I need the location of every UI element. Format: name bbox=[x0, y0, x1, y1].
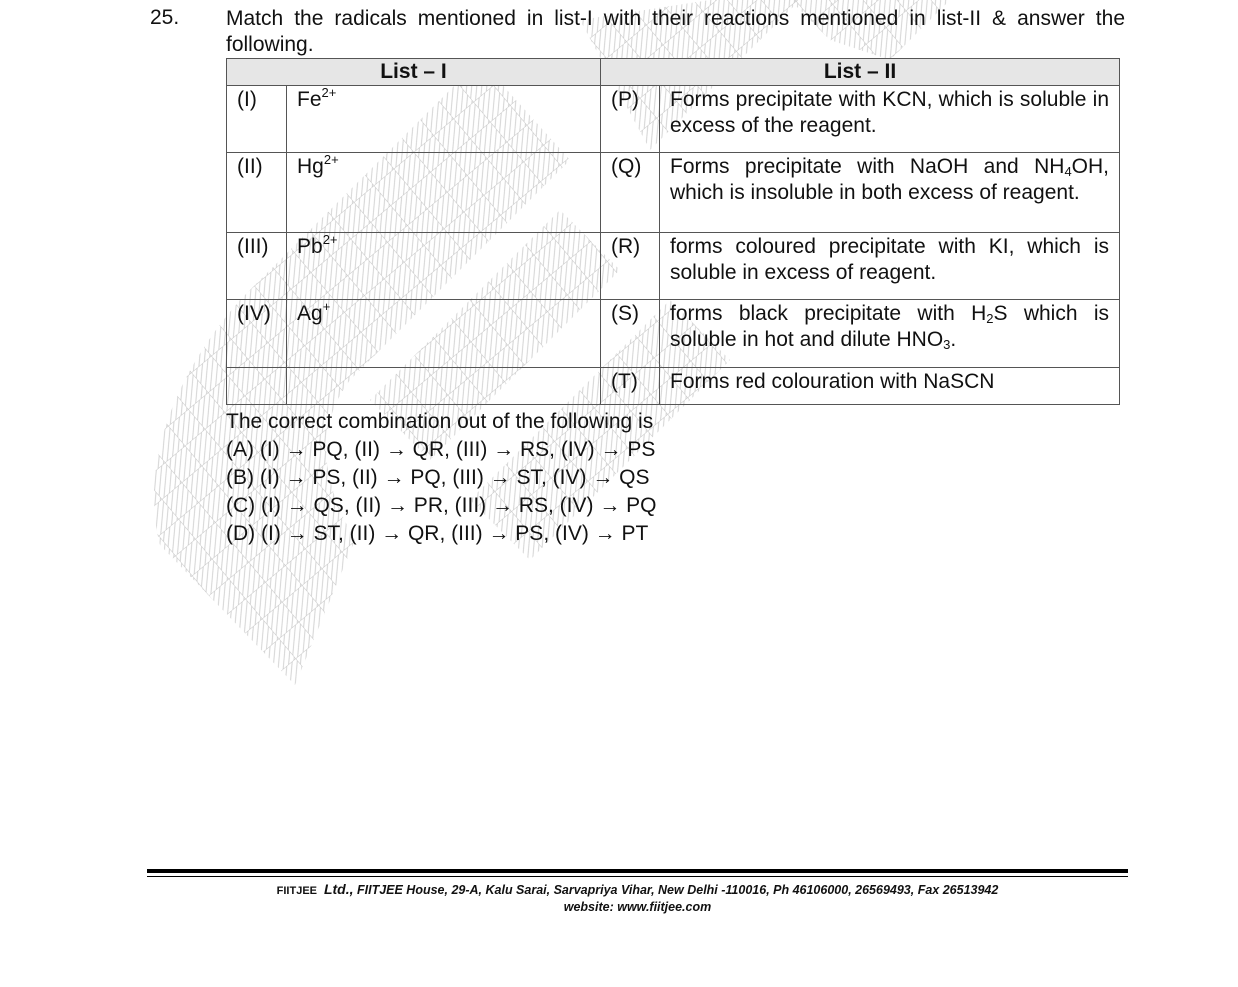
ion-charge: 2+ bbox=[323, 152, 339, 167]
answer-section bbox=[226, 408, 657, 548]
table-row bbox=[227, 300, 1120, 368]
ion-charge: 2+ bbox=[321, 85, 337, 100]
list1-ion bbox=[287, 153, 601, 233]
page-footer bbox=[147, 881, 1128, 915]
list2-label: (R) bbox=[601, 233, 660, 300]
table-row bbox=[227, 153, 1120, 233]
question-text: Match the radicals mentioned in list-I with their reactions mentioned in list-II & answer the following. bbox=[226, 7, 1125, 56]
list1-label: (IV) bbox=[227, 300, 287, 368]
footer-brand: FIITJEE bbox=[276, 885, 317, 897]
option-a[interactable]: (A) (I) → PQ, (II) → QR, (III) → RS, (IV) → PS bbox=[226, 438, 656, 461]
reaction-text: S which is soluble in hot and dilute HNO bbox=[670, 302, 1110, 351]
list1-label: (I) bbox=[227, 86, 287, 153]
list2-label: (Q) bbox=[601, 153, 660, 233]
footer-rule-thin bbox=[147, 876, 1128, 877]
table-row bbox=[227, 233, 1120, 300]
answer-prompt: The correct combination out of the following is bbox=[226, 410, 654, 433]
list2-reaction: Forms red colouration with NaSCN bbox=[660, 368, 1120, 405]
footer-address-line bbox=[147, 881, 1128, 899]
ion-symbol: Hg bbox=[297, 155, 324, 178]
footer-ltd: Ltd., bbox=[323, 881, 354, 897]
list1-ion bbox=[287, 86, 601, 153]
reaction-text: forms black precipitate with H bbox=[670, 302, 987, 325]
list1-ion bbox=[287, 233, 601, 300]
list1-ion bbox=[287, 300, 601, 368]
list1-ion bbox=[287, 368, 601, 405]
list1-label: (III) bbox=[227, 233, 287, 300]
list2-reaction bbox=[660, 153, 1120, 233]
option-d[interactable]: (D) (I) → ST, (II) → QR, (III) → PS, (IV) → PT bbox=[226, 522, 649, 545]
list2-reaction: Forms precipitate with KCN, which is soluble in excess of the reagent. bbox=[660, 86, 1120, 153]
ion-symbol: Ag bbox=[297, 302, 323, 325]
ion-charge: + bbox=[322, 299, 331, 314]
table-row bbox=[227, 368, 1120, 405]
reaction-text: . bbox=[950, 328, 957, 351]
subscript: 4 bbox=[1064, 164, 1072, 179]
list2-reaction bbox=[660, 300, 1120, 368]
ion-charge: 2+ bbox=[322, 232, 338, 247]
list2-label: (T) bbox=[601, 368, 660, 405]
subscript: 3 bbox=[943, 337, 951, 352]
subscript: 2 bbox=[986, 311, 994, 326]
reaction-text: OH, which is insoluble in both excess of reagent. bbox=[670, 155, 1110, 204]
list2-header: List – II bbox=[601, 59, 1120, 86]
ion-symbol: Pb bbox=[297, 235, 323, 258]
question-number: 25. bbox=[150, 6, 180, 29]
reaction-text: Forms precipitate with NaOH and NH bbox=[670, 155, 1065, 178]
option-b[interactable]: (B) (I) → PS, (II) → PQ, (III) → ST, (IV) → QS bbox=[226, 466, 650, 489]
matching-table bbox=[226, 58, 1120, 405]
list1-label: (II) bbox=[227, 153, 287, 233]
list2-reaction: forms coloured precipitate with KI, which is soluble in excess of reagent. bbox=[660, 233, 1120, 300]
list2-label: (S) bbox=[601, 300, 660, 368]
list1-header: List – I bbox=[227, 59, 601, 86]
table-row bbox=[227, 86, 1120, 153]
table-header-row bbox=[227, 59, 1120, 86]
ion-symbol: Fe bbox=[297, 88, 322, 111]
list1-label bbox=[227, 368, 287, 405]
footer-website[interactable]: website: www.fiitjee.com bbox=[563, 900, 712, 914]
option-c[interactable]: (C) (I) → QS, (II) → PR, (III) → RS, (IV) → PQ bbox=[226, 494, 657, 517]
footer-address: FIITJEE House, 29-A, Kalu Sarai, Sarvapriya Vihar, New Delhi -110016, Ph 46106000, 26569493, Fax 26513942 bbox=[356, 883, 999, 897]
footer-rule-thick bbox=[147, 869, 1128, 873]
list2-label: (P) bbox=[601, 86, 660, 153]
